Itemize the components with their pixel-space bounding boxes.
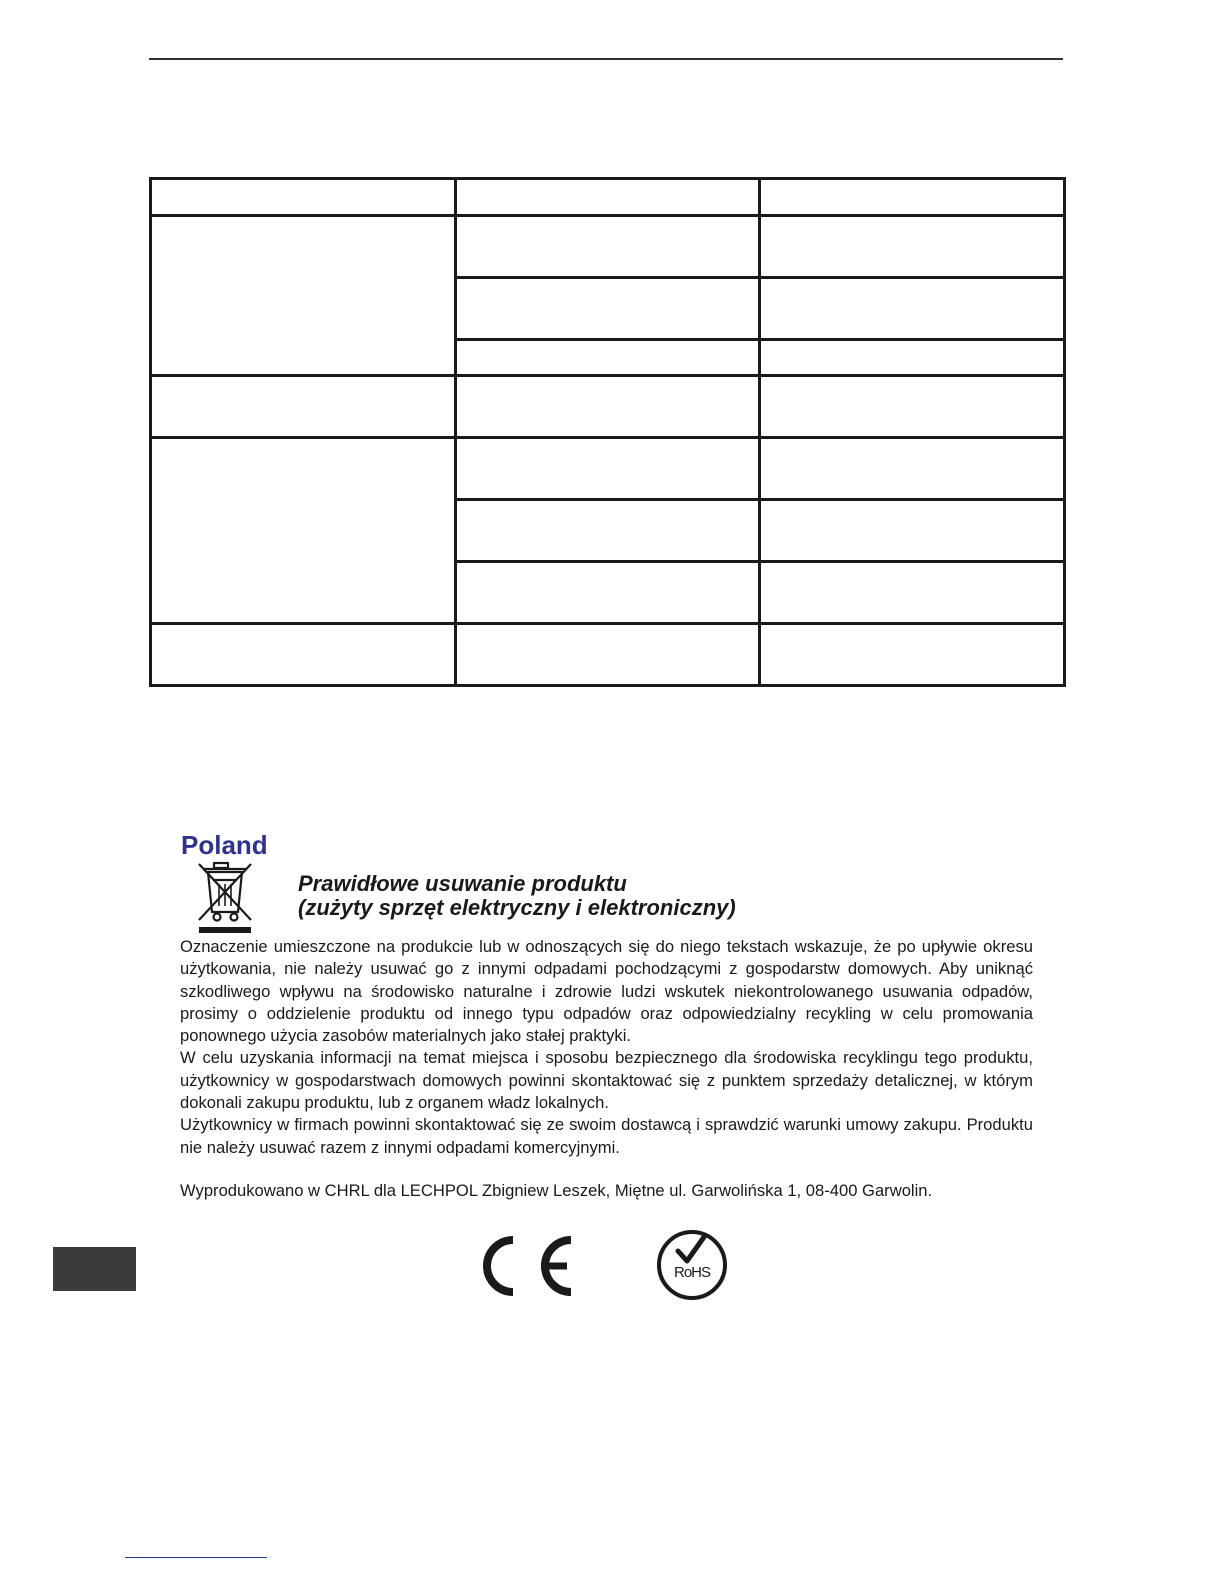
table-cell xyxy=(760,278,1065,340)
disposal-heading-line-2: (zużyty sprzęt elektryczny i elektroniczny) xyxy=(298,895,736,920)
table-row xyxy=(151,179,1065,216)
table-cell xyxy=(760,438,1065,500)
table-cell xyxy=(456,340,760,376)
disposal-heading-line-1: Prawidłowe usuwanie produktu xyxy=(298,871,627,896)
table-cell xyxy=(151,376,456,438)
disposal-paragraph-3: Użytkownicy w firmach powinni skontaktować się ze swoim dostawcą i sprawdzić warunki umowy zakupu. Produktu nie należy usuwać razem z innymi odpadami komercyjnymi. xyxy=(180,1115,1033,1157)
crossed-bin-icon xyxy=(193,860,257,934)
table-cell xyxy=(151,216,456,376)
page-tab-marker xyxy=(53,1247,136,1291)
table-cell xyxy=(456,438,760,500)
disposal-paragraph-2: W celu uzyskania informacji na temat miejsca i sposobu bezpiecznego dla środowiska recyklingu tego produktu, użytkownicy w gospodarstwach domowych powinni skontaktować się z punktem sprzedaży detalicznej, w którym dokonali zakupu produktu, lub z organem władz lokalnych. xyxy=(180,1048,1033,1113)
table-cell xyxy=(760,562,1065,624)
disposal-body xyxy=(180,936,1033,1159)
ce-mark-icon xyxy=(479,1234,575,1298)
table-cell xyxy=(151,438,456,624)
manufacturer-info: Wyprodukowano w CHRL dla LECHPOL Zbigniew Leszek, Miętne ul. Garwolińska 1, 08-400 Garwolin. xyxy=(180,1181,933,1200)
header-rule xyxy=(149,58,1063,60)
table-cell xyxy=(456,562,760,624)
table-cell xyxy=(456,500,760,562)
table-cell xyxy=(760,216,1065,278)
rohs-label: RoHS xyxy=(673,1264,710,1281)
table-cell xyxy=(456,278,760,340)
table-cell xyxy=(456,216,760,278)
table-row xyxy=(151,376,1065,438)
table-cell xyxy=(760,376,1065,438)
table-cell xyxy=(760,179,1065,216)
table-cell xyxy=(760,500,1065,562)
table-row xyxy=(151,438,1065,500)
country-heading: Poland xyxy=(181,830,268,860)
disposal-paragraph-1: Oznaczenie umieszczone na produkcie lub w odnoszących się do niego tekstach wskazuje, że po upływie okresu użytkowania, nie należy usuwać go z innymi odpadami pochodzącymi z gospodarstw domowych. Aby uniknąć szkodliwego wpływu na środowisko naturalne i zdrowie ludzi wskutek niekontrolowanego usuwania odpadów, prosimy o oddzielenie produktu od innego typu odpadów oraz odpowiedzialny recykling w celu promowania ponownego użycia zasobów materialnych jako stałej praktyki. xyxy=(180,937,1033,1046)
table-cell xyxy=(456,376,760,438)
table-cell xyxy=(151,624,456,686)
footer-rule xyxy=(125,1557,267,1558)
table-cell xyxy=(456,624,760,686)
table-row xyxy=(151,216,1065,278)
table-cell xyxy=(760,624,1065,686)
disposal-heading xyxy=(298,872,736,920)
empty-spec-table xyxy=(149,177,1066,687)
table-row xyxy=(151,624,1065,686)
table-cell xyxy=(456,179,760,216)
table-cell xyxy=(760,340,1065,376)
table-cell xyxy=(151,179,456,216)
